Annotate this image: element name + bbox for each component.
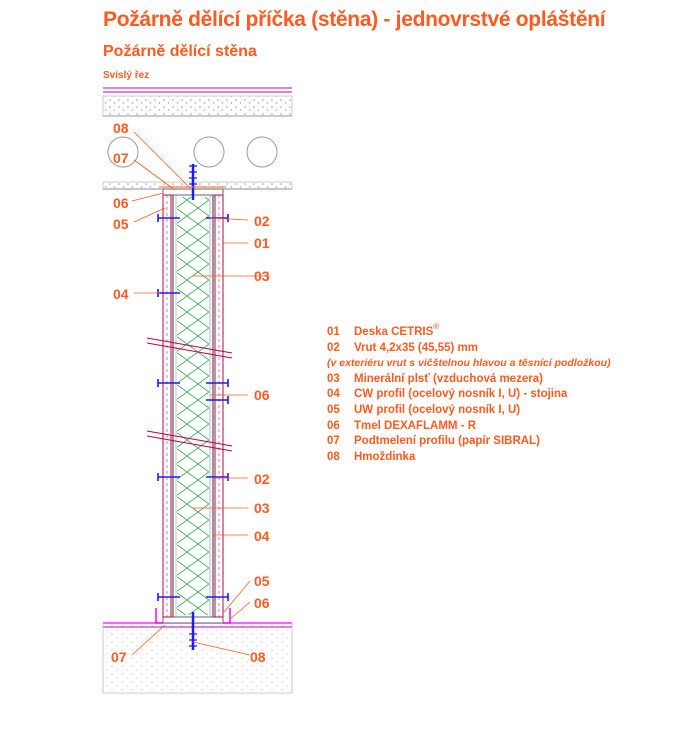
legend-item: 04 CW profil (ocelový nosník I, U) - stojina [327,388,568,401]
drawing-title: Požárně dělící příčka (stěna) - jednovrstvé opláštění [103,8,606,31]
legend [327,319,611,465]
callout-06-top: 06 [113,195,129,211]
callout-06-mid: 06 [254,387,270,403]
callout-07-top: 07 [113,150,129,166]
callout-02-top: 02 [254,213,270,229]
wall-section [147,164,232,650]
legend-item: 07 Podtmelení profilu (papír SIBRAL) [327,435,540,448]
callout-08-bottom: 08 [250,649,266,665]
callout-04-bottom: 04 [254,528,270,544]
callout-07-bottom: 07 [111,649,127,665]
callout-04-left: 04 [113,286,129,302]
callout-06-bottom: 06 [254,595,270,611]
callout-03-bottom: 03 [254,500,270,516]
legend-note: (v exteriéru vrut s vičštelnou hlavou a těsnící podložkou) [327,357,611,370]
legend-item: 08 Hmoždinka [327,450,416,463]
drawing-subtitle: Požárně dělící stěna [103,43,257,60]
legend-item: 01 Deska CETRIS® [327,322,440,338]
legend-item: 03 Minerální plsť (vzduchová mezera) [327,372,543,385]
callout-02-bottom: 02 [254,471,270,487]
callout-05-top: 05 [113,216,129,232]
callout-05-bottom: 05 [254,573,270,589]
legend-item: 05 UW profil (ocelový nosník I, U) [327,403,521,416]
ceiling-slab [103,88,292,189]
section-label: Svislý řez [103,70,150,81]
callout-01: 01 [254,235,270,251]
callout-08-top: 08 [113,120,129,136]
legend-item: 06 Tmel DEXAFLAMM - R [327,419,477,432]
callout-03-top: 03 [254,268,270,284]
legend-item: 02 Vrut 4,2x35 (45,55) mm [327,341,479,354]
